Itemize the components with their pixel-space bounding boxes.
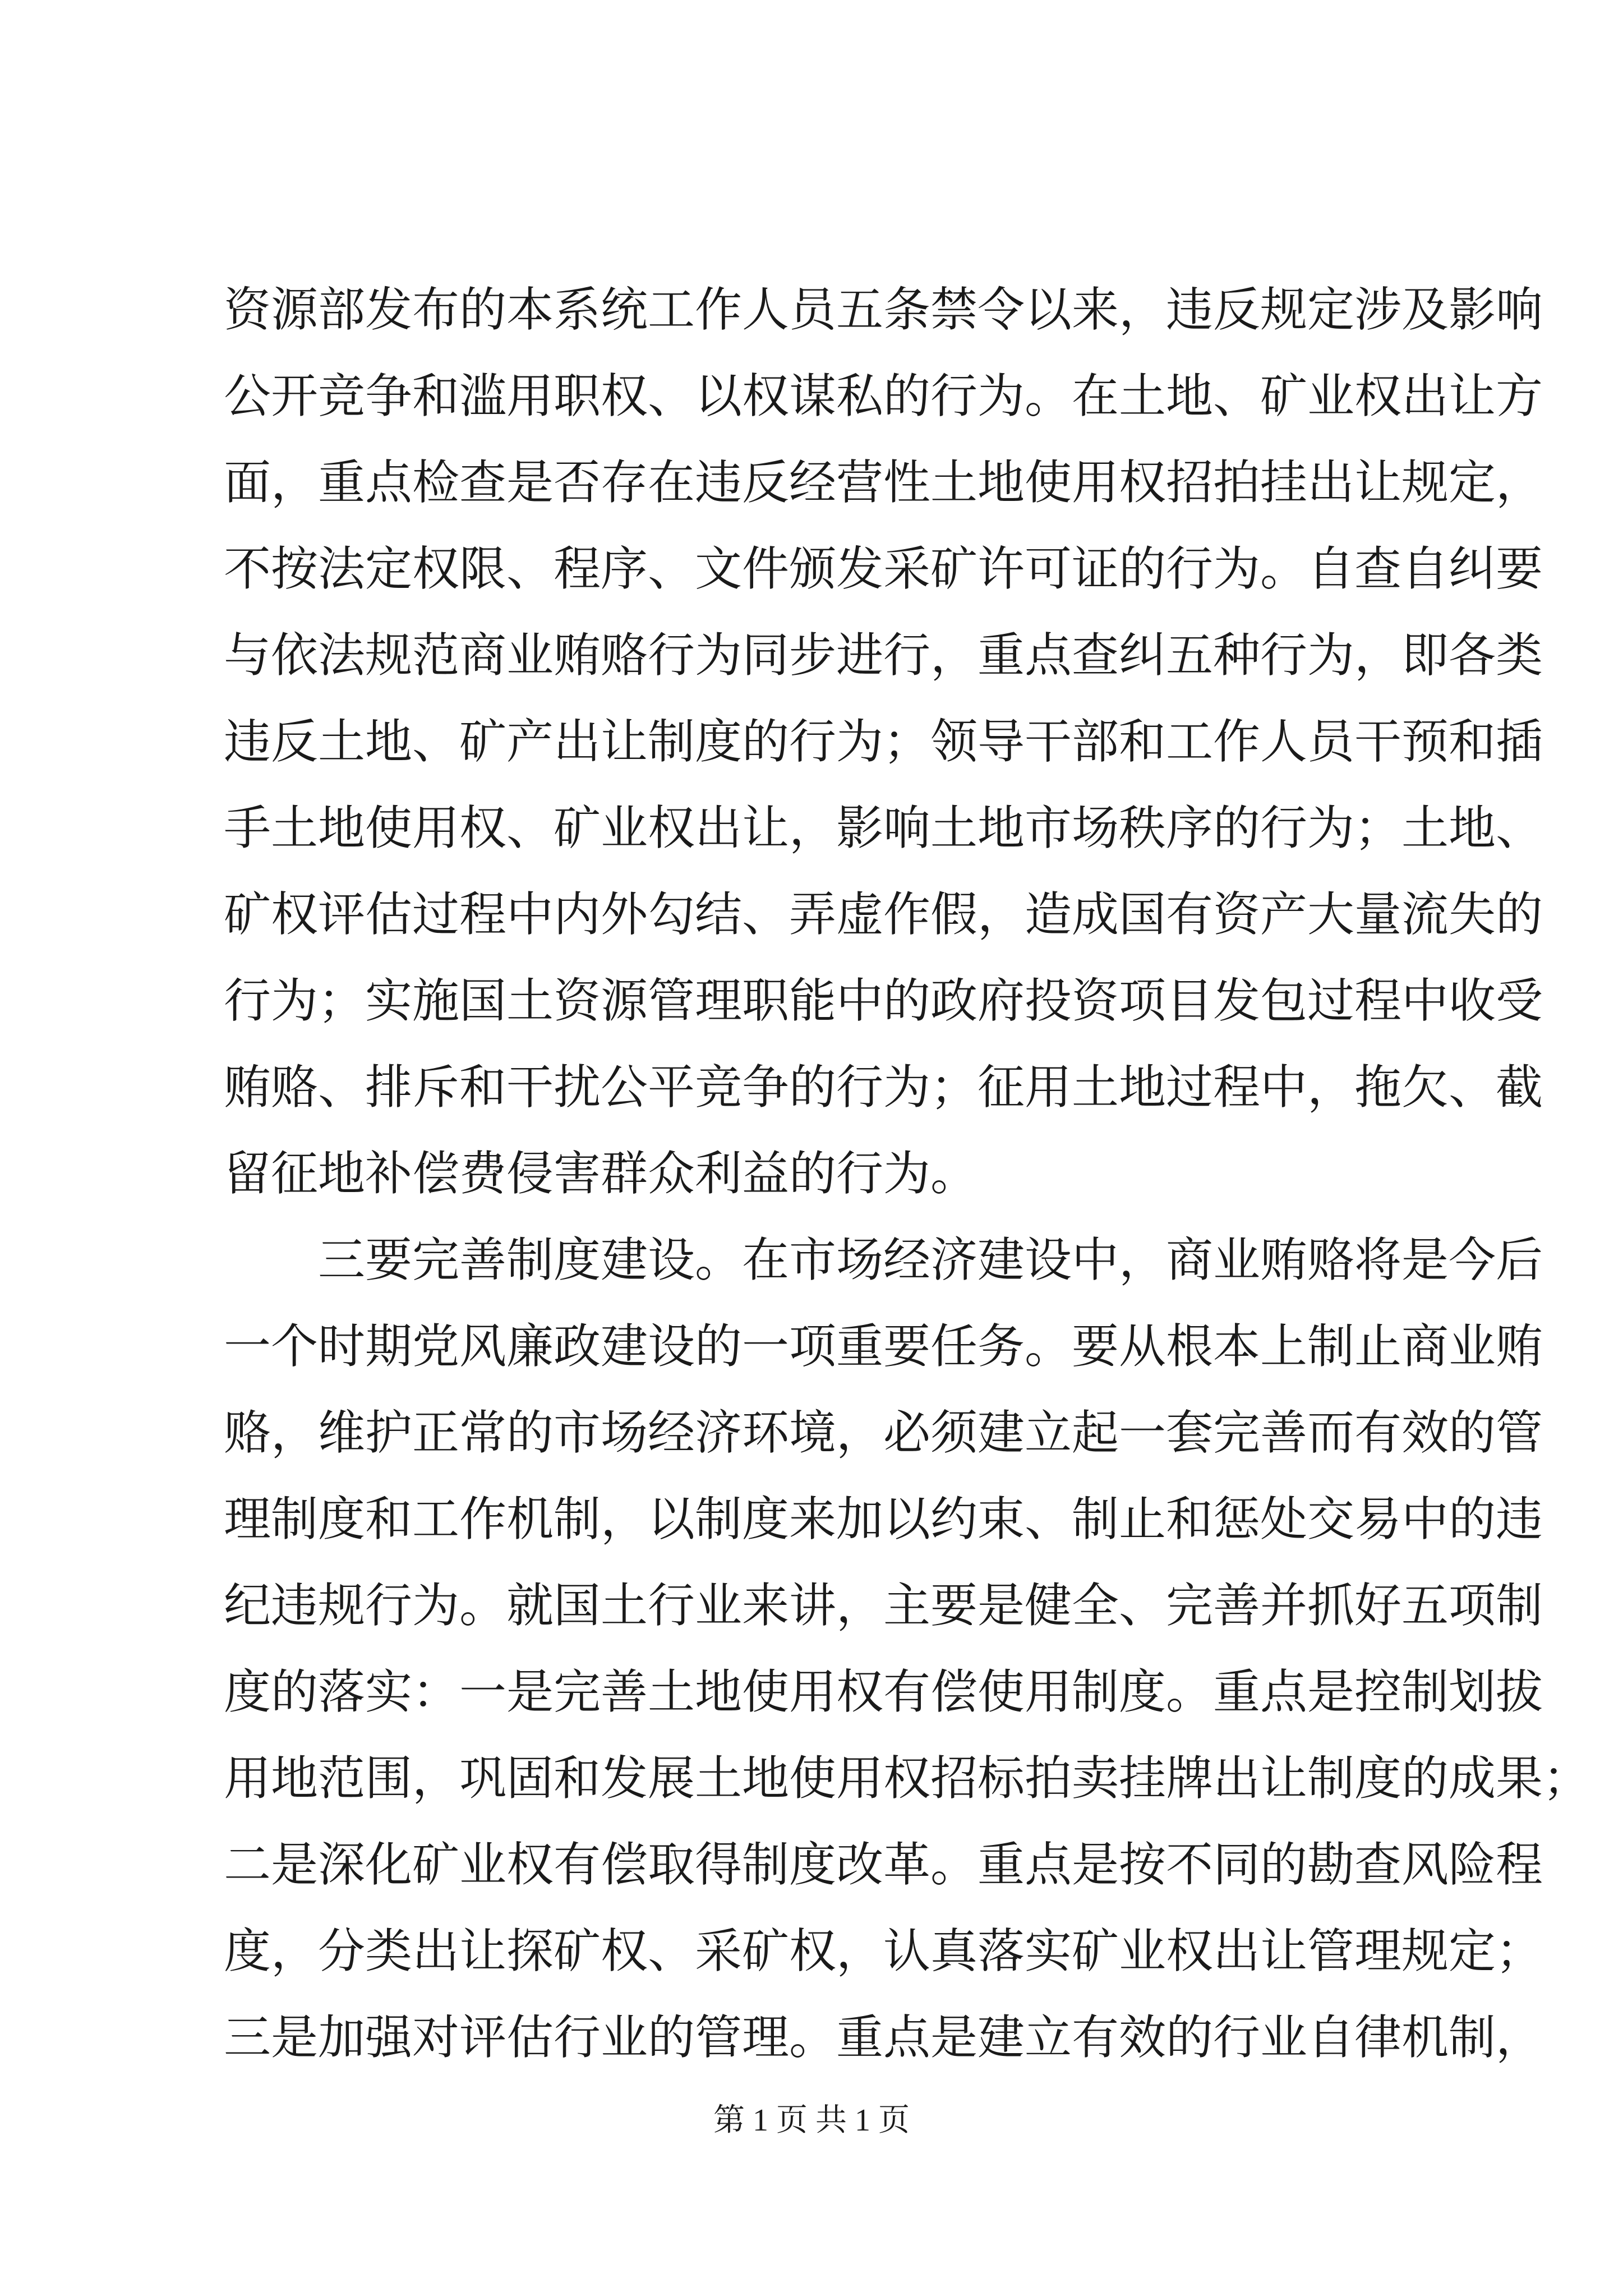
text-line: 三要完善制度建设。在市场经济建设中，商业贿赂将是今后 xyxy=(318,1232,1543,1287)
text-line: 留征地补偿费侵害群众利益的行为。 xyxy=(224,1146,978,1201)
body-text xyxy=(224,266,1590,2081)
text-line: 资源部发布的本系统工作人员五条禁令以来，违反规定涉及影响 xyxy=(224,282,1543,337)
text-line: 二是深化矿业权有偿取得制度改革。重点是按不同的勘查风险程 xyxy=(224,1837,1543,1892)
text-line: 行为；实施国土资源管理职能中的政府投资项目发包过程中收受 xyxy=(224,973,1543,1028)
text-line: 矿权评估过程中内外勾结、弄虚作假，造成国有资产大量流失的 xyxy=(224,887,1543,942)
text-line: 与依法规范商业贿赂行为同步进行，重点查纠五种行为，即各类 xyxy=(224,628,1543,683)
page-footer: 第 1 页 共 1 页 xyxy=(713,2103,910,2138)
text-line: 度的落实：一是完善土地使用权有偿使用制度。重点是控制划拔 xyxy=(224,1664,1543,1719)
paragraph xyxy=(224,1217,1590,2081)
paragraph xyxy=(224,266,1543,1217)
text-line: 用地范围，巩固和发展土地使用权招标拍卖挂牌出让制度的成果； xyxy=(224,1751,1590,1806)
text-line: 不按法定权限、程序、文件颁发采矿许可证的行为。自查自纠要 xyxy=(224,541,1543,596)
text-line: 贿赂、排斥和干扰公平竞争的行为；征用土地过程中，拖欠、截 xyxy=(224,1060,1543,1115)
text-line: 手土地使用权、矿业权出让，影响土地市场秩序的行为；土地、 xyxy=(224,800,1543,855)
text-line: 一个时期党风廉政建设的一项重要任务。要从根本上制止商业贿 xyxy=(224,1319,1543,1374)
text-line: 纪违规行为。就国土行业来讲，主要是健全、完善并抓好五项制 xyxy=(224,1578,1543,1633)
text-line: 理制度和工作机制，以制度来加以约束、制止和惩处交易中的违 xyxy=(224,1492,1543,1547)
text-line: 面，重点检查是否存在违反经营性土地使用权招拍挂出让规定， xyxy=(224,455,1543,510)
text-line: 赂，维护正常的市场经济环境，必须建立起一套完善而有效的管 xyxy=(224,1405,1543,1460)
text-line: 三是加强对评估行业的管理。重点是建立有效的行业自律机制， xyxy=(224,2010,1543,2065)
text-line: 度，分类出让探矿权、采矿权，认真落实矿业权出让管理规定； xyxy=(224,1924,1543,1978)
text-line: 公开竞争和滥用职权、以权谋私的行为。在土地、矿业权出让方 xyxy=(224,369,1543,424)
text-line: 违反土地、矿产出让制度的行为；领导干部和工作人员干预和插 xyxy=(224,714,1543,769)
